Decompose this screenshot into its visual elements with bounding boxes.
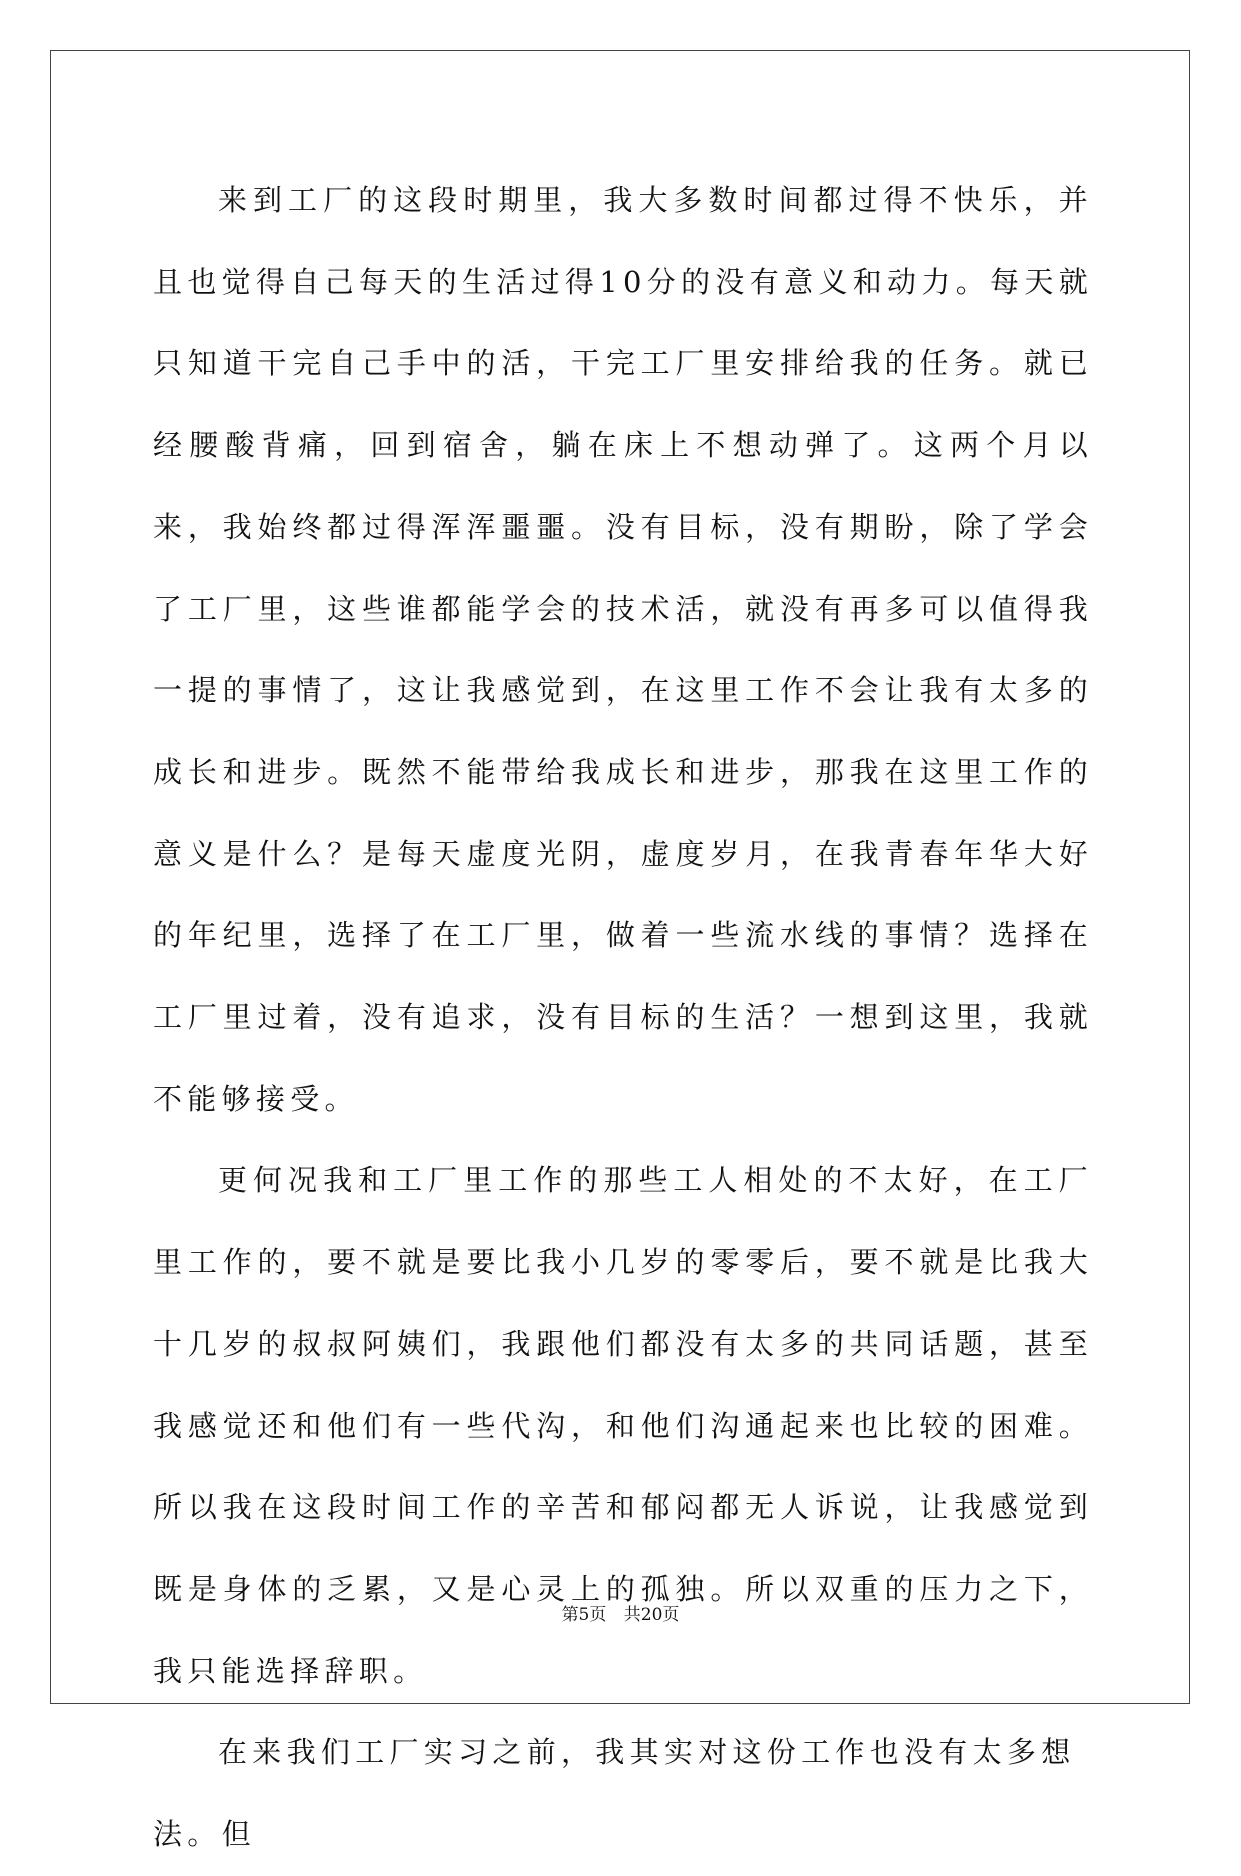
paragraph: 在来我们工厂实习之前，我其实对这份工作也没有太多想法。但 bbox=[153, 1735, 1076, 1852]
page-footer bbox=[0, 1600, 1241, 1625]
paragraph: 来到工厂的这段时期里，我大多数时间都过得不快乐，并且也觉得自己每天的生活过得10分的没有意义和动力。每天就只知道干完自己手中的活，干完工厂里安排给我的任务。就已经腰酸背痛，回到宿舍，躺在床上不想动弹了。这两个月以来，我始终都过得浑浑噩噩。没有目标，没有期盼，除了学会了工厂里，这些谁都能学会的技术活，就没有再多可以值得我一提的事情了，这让我感觉到，在这里工作不会让我有太多的成长和进步。既然不能带给我成长和进步，那我在这里工作的意义是什么？是每天虚度光阴，虚度岁月，在我青春年华大好的年纪里，选择了在工厂里，做着一些流水线的事情？选择在工厂里过着，没有追求，没有目标的生活？一想到这里，我就不能够接受。 bbox=[153, 183, 1093, 1116]
page-total: 共20页 bbox=[623, 1605, 680, 1625]
page-number: 第5页 bbox=[561, 1605, 607, 1625]
paragraph: 更何况我和工厂里工作的那些工人相处的不太好，在工厂里工作的，要不就是要比我小几岁的零零后，要不就是比我大十几岁的叔叔阿姨们，我跟他们都没有太多的共同话题，甚至我感觉还和他们有一些代沟，和他们沟通起来也比较的困难。所以我在这段时间工作的辛苦和郁闷都无人诉说，让我感觉到既是身体的乏累，又是心灵上的孤独。所以双重的压力之下，我只能选择辞职。 bbox=[153, 1163, 1093, 1688]
